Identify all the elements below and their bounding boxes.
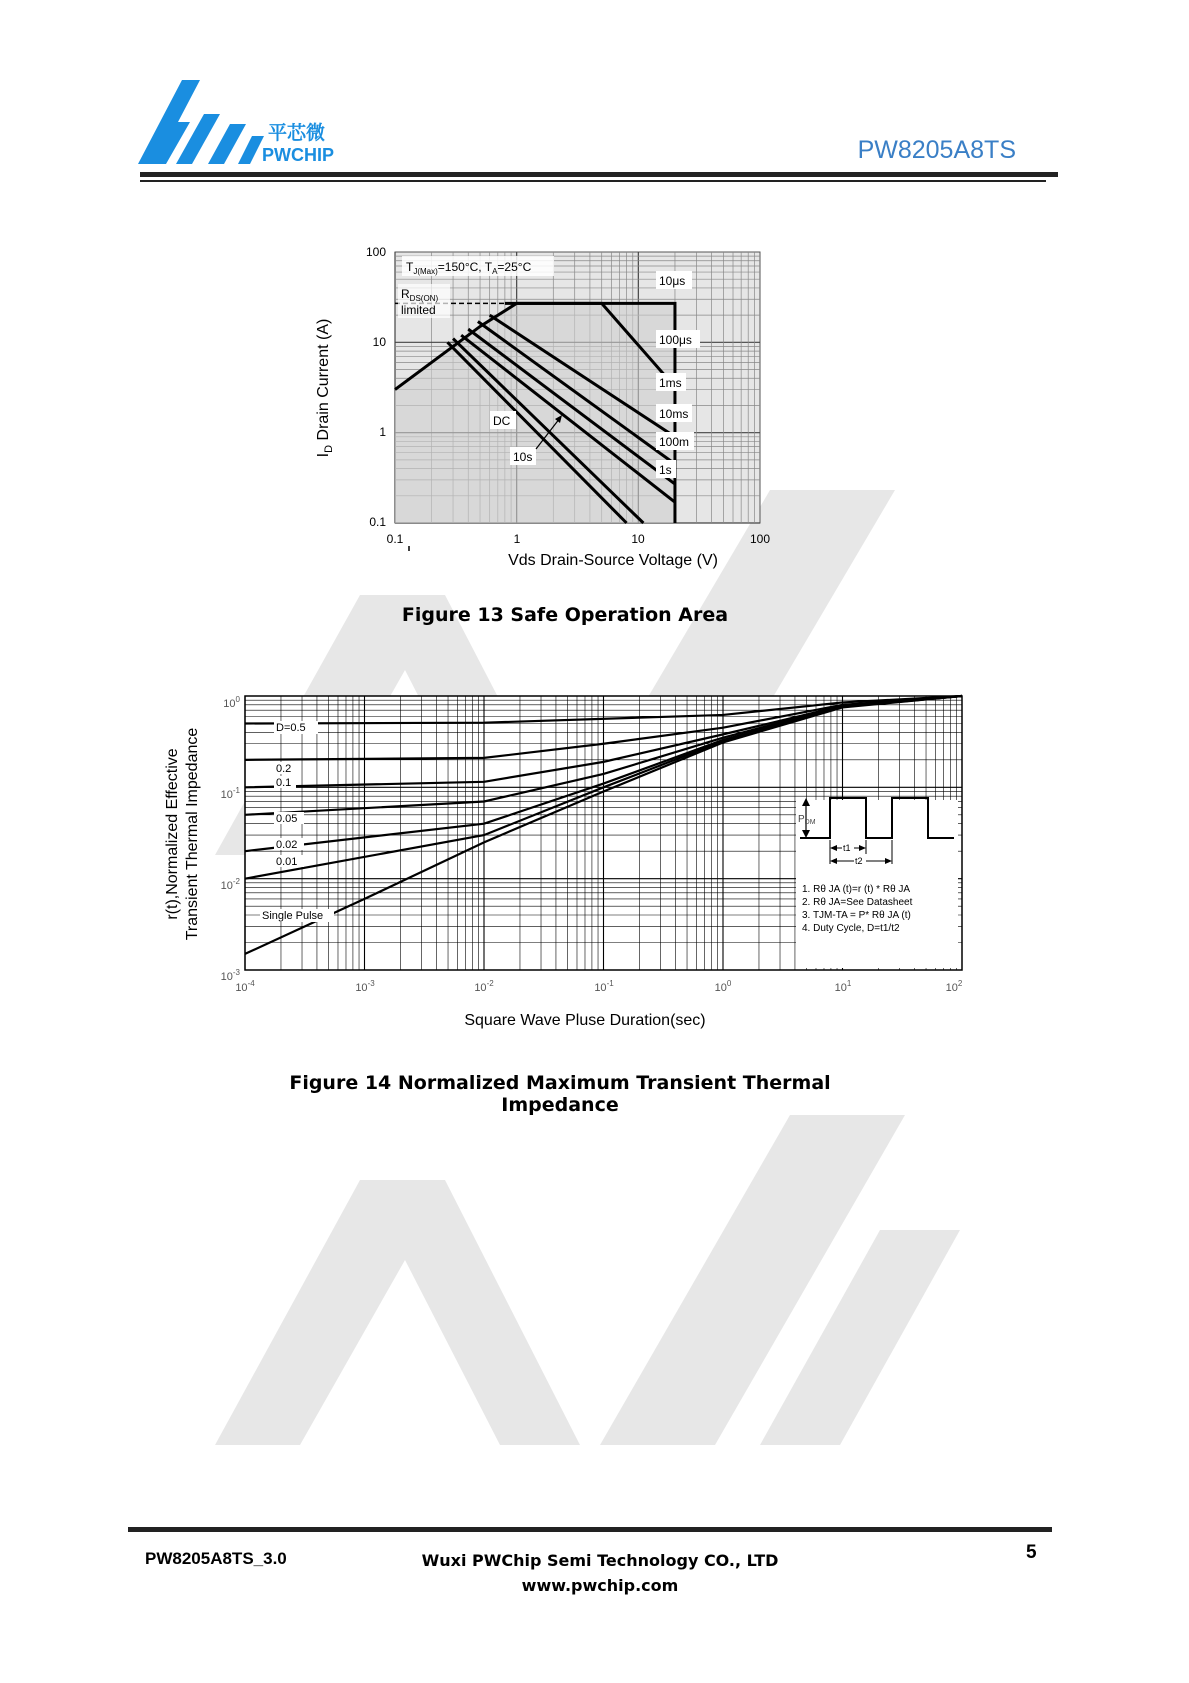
svg-text:10-1: $10^{-1}$ (594, 979, 614, 994)
page-number: 5 (1026, 1542, 1037, 1563)
x-tick-0.1: 0.1 (386, 532, 404, 546)
rds-limited-label (398, 284, 450, 318)
figure13-caption: Figure 13 Safe Operation Area (401, 604, 729, 626)
y-tick-10: 10 (372, 335, 386, 349)
label-1s: 1s (659, 463, 672, 477)
svg-text:102: $10^2$ (945, 979, 963, 994)
note-4: 4. Duty Cycle, D=t1/t2 (802, 923, 900, 934)
note-2: 2. Rθ JA=See Datasheet (802, 897, 913, 908)
figure14-y-ticks (221, 695, 241, 983)
svg-text:10-1: $10^{-1}$ (220, 786, 240, 801)
y-tick-100: 100 (365, 245, 386, 259)
svg-text:PDM: $P_{DM}$ (798, 814, 816, 826)
label-d001: 0.01 (276, 856, 298, 868)
figure13-y-axis-label: $I_D$ Drain Current (A) (315, 318, 335, 458)
label-d01: 0.1 (276, 777, 292, 789)
footer-doc-version: PW8205A8TS_3.0 (145, 1549, 287, 1568)
note-1: 1. Rθ JA (t)=r (t) * Rθ JA (802, 884, 911, 895)
svg-text:10-3: $10^{-3}$ (220, 968, 240, 983)
document-title: PW8205A8TS (857, 136, 1016, 164)
svg-text:100: $10^0$ (714, 979, 732, 994)
y-tick-0.1: 0.1 (369, 515, 386, 529)
pwchip-logo (138, 78, 268, 168)
y-tick-1: 1 (379, 425, 386, 439)
label-d05: D=0.5 (276, 722, 306, 734)
svg-text:limited: limited (401, 303, 436, 317)
svg-text:t1: t1 (843, 843, 851, 853)
figure14-y-axis-label-line1: r(t),Normalized Effective (164, 748, 181, 920)
note-3: 3. TJM-TA = P* Rθ JA (t) (802, 910, 911, 921)
svg-text:RDS(ON): $R_{DS(ON)}$ (401, 287, 439, 303)
label-100m: 100m (659, 435, 690, 449)
svg-text:TJ(Max)=150°C, TA=25°C: $T_{J(Max)}=150^\circ C$, $T_A=25^\circ C$ (406, 260, 532, 276)
footer-rule (128, 1527, 1052, 1532)
label-single-pulse: Single Pulse (262, 910, 324, 922)
figure13-x-ticks (387, 532, 771, 546)
svg-text:10-4: $10^{-4}$ (235, 979, 255, 994)
label-d002: 0.02 (276, 839, 298, 851)
svg-text:101: $10^1$ (834, 979, 852, 994)
logo-chinese-text: 平芯微 (268, 122, 326, 144)
svg-text:t2: t2 (855, 856, 863, 866)
footer-url[interactable]: www.pwchip.com (521, 1576, 679, 1595)
figure14-y-axis-label-line2: Transient Thermal Impedance (184, 727, 201, 941)
figure14-chart (164, 688, 980, 1038)
header-rule-thin (140, 180, 1046, 182)
figure13-y-ticks (366, 245, 386, 529)
label-10s: 10s (513, 450, 533, 464)
svg-text:100: $10^0$ (223, 695, 240, 710)
figure14-caption: Figure 14 Normalized Maximum Transient Thermal Impedance (289, 1072, 831, 1116)
label-10ms: 10ms (659, 407, 689, 421)
figure14-x-axis-label: Square Wave Pluse Duration(sec) (464, 1012, 706, 1029)
x-tick-10: 10 (631, 532, 645, 546)
svg-text:10-3: $10^{-3}$ (355, 979, 375, 994)
label-100us: 100μs (659, 333, 692, 347)
figure14-inset (796, 798, 958, 968)
svg-text:10-2: $10^{-2}$ (220, 877, 240, 892)
x-tick-1: 1 (513, 532, 521, 546)
label-dc: DC (493, 414, 511, 428)
svg-text:10-2: $10^{-2}$ (474, 979, 494, 994)
x-tick-100: 100 (749, 532, 771, 546)
figure13-chart (300, 238, 800, 583)
footer-company: Wuxi PWChip Semi Technology CO., LTD (421, 1551, 779, 1570)
logo-english-text: PWCHIP (262, 145, 334, 165)
figure14-x-ticks (235, 979, 963, 994)
figure13-x-axis-label: Vds Drain-Source Voltage (V) (508, 552, 718, 569)
figure13-condition-label (402, 256, 554, 276)
label-10us: 10μs (659, 274, 686, 288)
label-d005: 0.05 (276, 813, 298, 825)
label-1ms: 1ms (659, 376, 682, 390)
label-d02: 0.2 (276, 763, 292, 775)
header-rule (140, 172, 1058, 177)
